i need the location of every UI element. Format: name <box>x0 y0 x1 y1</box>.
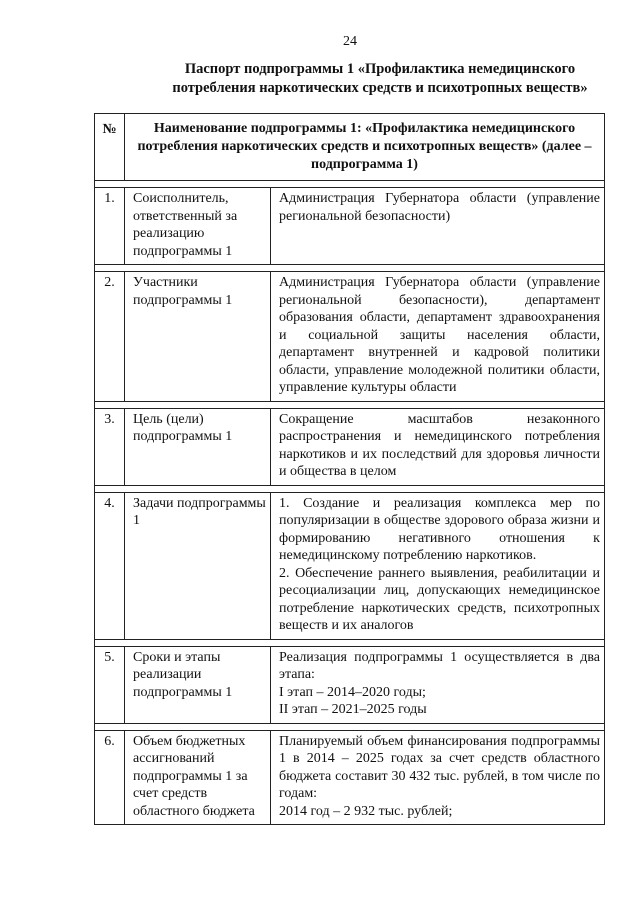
row-value-paragraph: Реализация подпрограммы 1 осуществляется в два этапа: <box>279 649 600 682</box>
row-value <box>271 492 605 639</box>
table-row <box>95 272 605 402</box>
page-number: 24 <box>343 34 357 49</box>
row-name: Задачи подпрограммы 1 <box>125 492 271 639</box>
row-value-paragraph: 2. Обеспечение раннего выявления, реабилитации и ресоциализации лиц, допускающих немедицинское потребление наркотических средств, психотропных веществ и их аналогов <box>279 565 600 633</box>
row-value-paragraph: Планируемый объем финансирования подпрограммы 1 в 2014 – 2025 годах за счет средств областного бюджета составит 30 432 тыс. рублей, в том числе по годам: <box>279 733 600 801</box>
row-value-paragraph: 2014 год – 2 932 тыс. рублей; <box>279 803 453 819</box>
document-heading: Паспорт подпрограммы 1 «Профилактика немедицинского потребления наркотических средств и психотропных веществ» <box>172 61 588 96</box>
row-spacer <box>95 723 605 730</box>
table-row <box>95 492 605 639</box>
row-value <box>271 188 605 265</box>
row-value <box>271 730 605 825</box>
row-number: 3. <box>95 408 125 485</box>
row-value-paragraph: Сокращение масштабов незаконного распространения и немедицинского потребления наркотиков и их последствий для здоровья личности и общества в целом <box>279 411 600 479</box>
row-value <box>271 408 605 485</box>
table-row <box>95 408 605 485</box>
row-value-paragraph: Администрация Губернатора области (управление региональной безопасности) <box>279 191 600 224</box>
row-value-paragraph: Администрация Губернатора области (управление региональной безопасности), департамент образования области, департамент здравоохранения и социальной защиты населения области, департамент внутренней и кадровой политики области, управление молодежной политики области, управление культуры области <box>279 275 600 395</box>
row-name: Соисполнитель, ответственный за реализацию подпрограммы 1 <box>125 188 271 265</box>
row-spacer <box>95 181 605 188</box>
row-value-paragraph: I этап – 2014–2020 годы; <box>279 684 426 700</box>
row-spacer <box>95 265 605 272</box>
row-value-paragraph: 1. Создание и реализация комплекса мер по популяризации в обществе здорового образа жизни и формированию негативного отношения к немедицинскому потреблению наркотиков. <box>279 495 600 563</box>
row-number: 2. <box>95 272 125 402</box>
passport-table <box>94 113 605 825</box>
table-header-row <box>95 114 605 181</box>
row-number: 6. <box>95 730 125 825</box>
row-name: Участники подпрограммы 1 <box>125 272 271 402</box>
row-name: Сроки и этапы реализации подпрограммы 1 <box>125 646 271 723</box>
row-number: 5. <box>95 646 125 723</box>
row-value <box>271 646 605 723</box>
row-number: 1. <box>95 188 125 265</box>
row-name: Объем бюджетных ассигнований подпрограммы 1 за счет средств областного бюджета <box>125 730 271 825</box>
table-row <box>95 188 605 265</box>
row-value <box>271 272 605 402</box>
row-spacer <box>95 401 605 408</box>
header-title-cell: Наименование подпрограммы 1: «Профилактика немедицинского потребления наркотических средств и психотропных веществ» (далее – подпрограмма 1) <box>125 114 605 181</box>
header-num-cell: № <box>95 114 125 181</box>
row-spacer <box>95 639 605 646</box>
table-row <box>95 646 605 723</box>
table-row <box>95 730 605 825</box>
row-number: 4. <box>95 492 125 639</box>
row-spacer <box>95 485 605 492</box>
row-name: Цель (цели) подпрограммы 1 <box>125 408 271 485</box>
row-value-paragraph: II этап – 2021–2025 годы <box>279 702 427 717</box>
